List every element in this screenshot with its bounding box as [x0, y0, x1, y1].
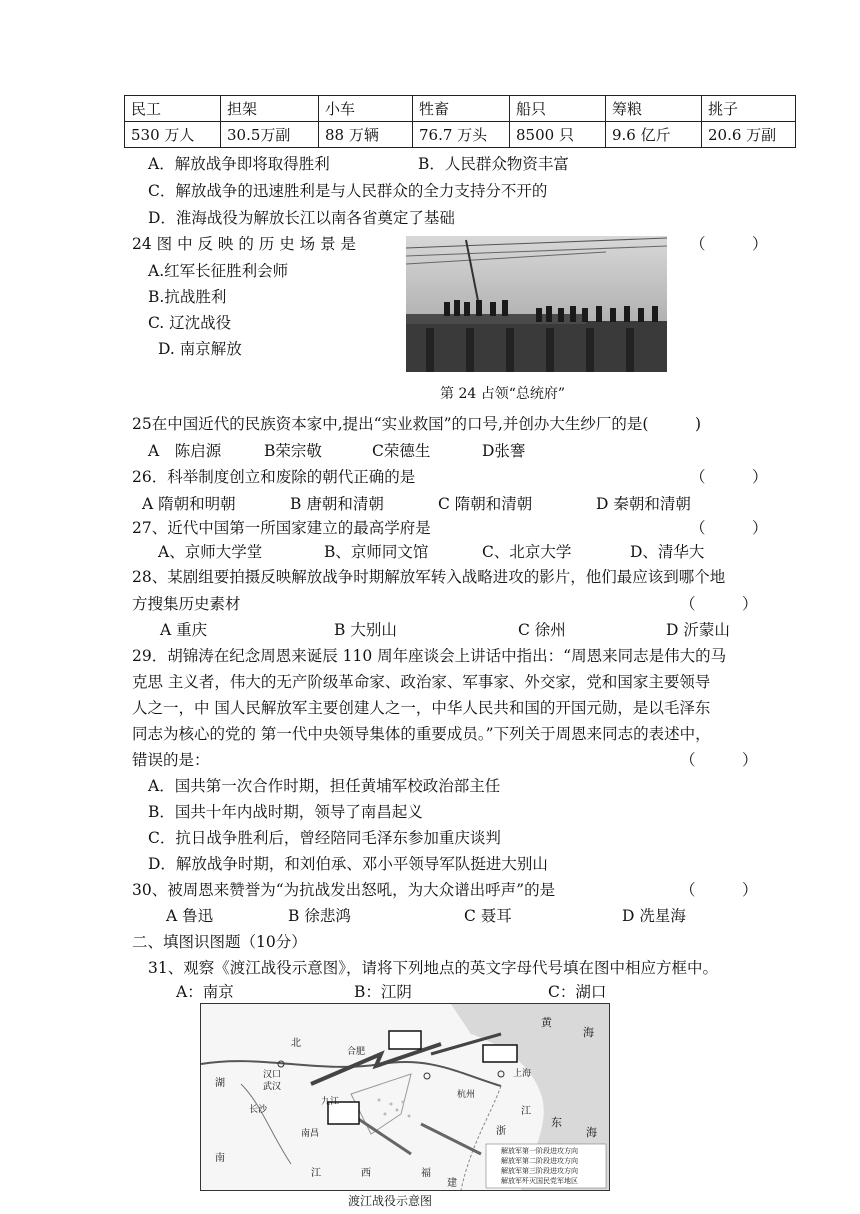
presidential-palace-photo [406, 236, 667, 372]
table-cell: 30.5万副 [221, 122, 319, 148]
map-label: 湖 [215, 1078, 225, 1089]
map-label: 福 [421, 1168, 431, 1179]
q30-option-b: B 徐悲鸿 [288, 907, 351, 925]
table-cell: 民工 [125, 96, 221, 122]
q23-option-c: C．解放战争的迅速胜利是与人民群众的全力支持分不开的 [148, 182, 548, 200]
map-label: 建 [447, 1178, 457, 1189]
q23-option-a: A．解放战争即将取得胜利 [148, 155, 330, 173]
table-cell: 挑子 [702, 96, 796, 122]
map-label: 江 [311, 1168, 321, 1179]
map-label: 海 [586, 1126, 597, 1139]
q27-option-d: D、清华大 [630, 543, 705, 561]
map-label: 杭州 [457, 1090, 476, 1100]
q28-option-d: D 沂蒙山 [666, 621, 730, 639]
table-cell: 88 万辆 [319, 122, 413, 148]
map-label: 合肥 [347, 1047, 366, 1057]
map-caption: 渡江战役示意图 [348, 1194, 433, 1208]
map-label: 南昌 [301, 1129, 320, 1139]
q24-answer-paren: （ ） [690, 235, 768, 253]
map-label: 海 [583, 1026, 594, 1039]
map-label: 武汉 [263, 1082, 282, 1092]
q29-stem-line5: 错误的是： [132, 751, 210, 769]
q31-stem: 31、观察《渡江战役示意图》，请将下列地点的英文字母代号填在图中相应方框中。 [148, 959, 718, 977]
map-label: 西 [361, 1168, 371, 1179]
table-cell: 船只 [510, 96, 606, 122]
q30-option-c: C 聂耳 [464, 907, 512, 925]
q26-option-a: A 隋朝和明朝 [142, 495, 236, 513]
q28-option-b: B 大别山 [334, 621, 397, 639]
table-cell: 牲畜 [413, 96, 510, 122]
q24-stem: 24 图 中 反 映 的 历 史 场 景 是 [132, 235, 356, 253]
map-label: 江 [521, 1106, 531, 1117]
q29-option-b: B．国共十年内战时期，领导了南昌起义 [148, 803, 423, 821]
support-table [124, 95, 796, 148]
map-legend-item: 解放军第二阶段进攻方向 [501, 1157, 578, 1165]
q31-place-c: C：湖口 [548, 983, 607, 1001]
q27-option-c: C、北京大学 [482, 543, 572, 561]
table-row [125, 122, 796, 148]
map-label: 长沙 [249, 1105, 268, 1115]
map-label: 九江 [321, 1097, 340, 1107]
map-legend-item: 解放军歼灭国民党军地区 [501, 1177, 578, 1185]
q28-answer-paren: （ ） [680, 595, 758, 613]
map-label: 汉口 [263, 1070, 282, 1080]
q30-option-a: A 鲁迅 [166, 907, 214, 925]
section-heading: 二、填图识图题（10分） [132, 933, 307, 951]
map-label: 北 [291, 1038, 301, 1049]
q27-option-a: A、京师大学堂 [158, 543, 263, 561]
table-cell: 担架 [221, 96, 319, 122]
table-cell: 8500 只 [510, 122, 606, 148]
table-cell: 9.6 亿斤 [606, 122, 702, 148]
q30-stem: 30、被周恩来赞誉为“为抗战发出怒吼，为大众谱出呼声”的是 [132, 881, 556, 899]
q24-option-d: D. 南京解放 [158, 340, 242, 358]
q28-stem-line2: 方搜集历史素材 [132, 595, 241, 613]
q27-answer-paren: （ ） [690, 519, 768, 537]
q29-answer-paren: （ ） [680, 751, 758, 769]
q26-stem: 26．科举制度创立和废除的朝代正确的是 [132, 468, 416, 486]
q29-option-c: C．抗日战争胜利后，曾经陪同毛泽东参加重庆谈判 [148, 829, 501, 847]
q27-option-b: B、京师同文馆 [324, 543, 429, 561]
map-label: 上海 [513, 1069, 532, 1079]
q29-option-d: D．解放战争时期，和刘伯承、邓小平领导军队挺进大别山 [148, 855, 548, 873]
q29-stem-line1: 29．胡锦涛在纪念周恩来诞辰 110 周年座谈会上讲话中指出：“周恩来同志是伟大的马 [132, 647, 727, 665]
table-cell: 20.6 万副 [702, 122, 796, 148]
q28-stem-line1: 28、某剧组要拍摄反映解放战争时期解放军转入战略进攻的影片，他们最应该到哪个地 [132, 568, 726, 586]
q29-stem-line2: 克思 主义者，伟大的无产阶级革命家、政治家、军事家、外交家，党和国家主要领导 [132, 673, 711, 691]
table-cell: 530 万人 [125, 122, 221, 148]
q29-stem-line4: 同志为核心的党的 第一代中央领导集体的重要成员。”下列关于周恩来同志的表述中， [132, 725, 711, 743]
q25-option-d: D张謇 [482, 442, 526, 460]
photo-caption: 第 24 占领“总统府” [440, 386, 566, 402]
q24-option-b: B.抗战胜利 [148, 288, 227, 306]
q23-option-b: B．人民群众物资丰富 [418, 155, 569, 173]
q24-option-a: A.红军长征胜利会师 [148, 262, 289, 280]
q28-option-c: C 徐州 [518, 621, 566, 639]
q25-stem: 25在中国近代的民族资本家中,提出“实业救国”的口号,并创办大生纱厂的是( ) [132, 415, 702, 433]
q26-option-b: B 唐朝和清朝 [290, 495, 384, 513]
q25-option-a: A 陈启源 [148, 442, 222, 460]
q25-option-b: B荣宗敬 [264, 442, 322, 460]
q31-place-a: A：南京 [176, 983, 234, 1001]
q23-option-d: D．淮海战役为解放长江以南各省奠定了基础 [148, 209, 455, 227]
q28-option-a: A 重庆 [160, 621, 208, 639]
q26-option-d: D 秦朝和清朝 [596, 495, 691, 513]
q26-answer-paren: （ ） [690, 468, 768, 486]
map-label: 浙 [496, 1126, 506, 1137]
table-cell: 76.7 万头 [413, 122, 510, 148]
q29-stem-line3: 人之一，中 国人民解放军主要创建人之一，中华人民共和国的开国元勋，是以毛泽东 [132, 699, 711, 717]
map-label: 南 [215, 1153, 225, 1164]
map-label: 黄 [541, 1016, 552, 1029]
q26-option-c: C 隋朝和清朝 [438, 495, 533, 513]
q29-option-a: A．国共第一次合作时期，担任黄埔军校政治部主任 [148, 777, 501, 795]
q25-option-c: C荣德生 [372, 442, 431, 460]
table-cell: 筹粮 [606, 96, 702, 122]
map-legend-item: 解放军第三阶段进攻方向 [501, 1167, 578, 1175]
q30-answer-paren: （ ） [680, 881, 758, 899]
map-legend-item: 解放军第一阶段进攻方向 [501, 1147, 578, 1155]
table-header-row [125, 96, 796, 122]
q31-place-b: B：江阴 [354, 983, 412, 1001]
q24-option-c: C. 辽沈战役 [148, 314, 232, 332]
q27-stem: 27、近代中国第一所国家建立的最高学府是 [132, 519, 431, 537]
map-label: 东 [551, 1116, 562, 1129]
table-cell: 小车 [319, 96, 413, 122]
crossing-river-campaign-map [200, 1003, 610, 1191]
q30-option-d: D 冼星海 [622, 907, 686, 925]
